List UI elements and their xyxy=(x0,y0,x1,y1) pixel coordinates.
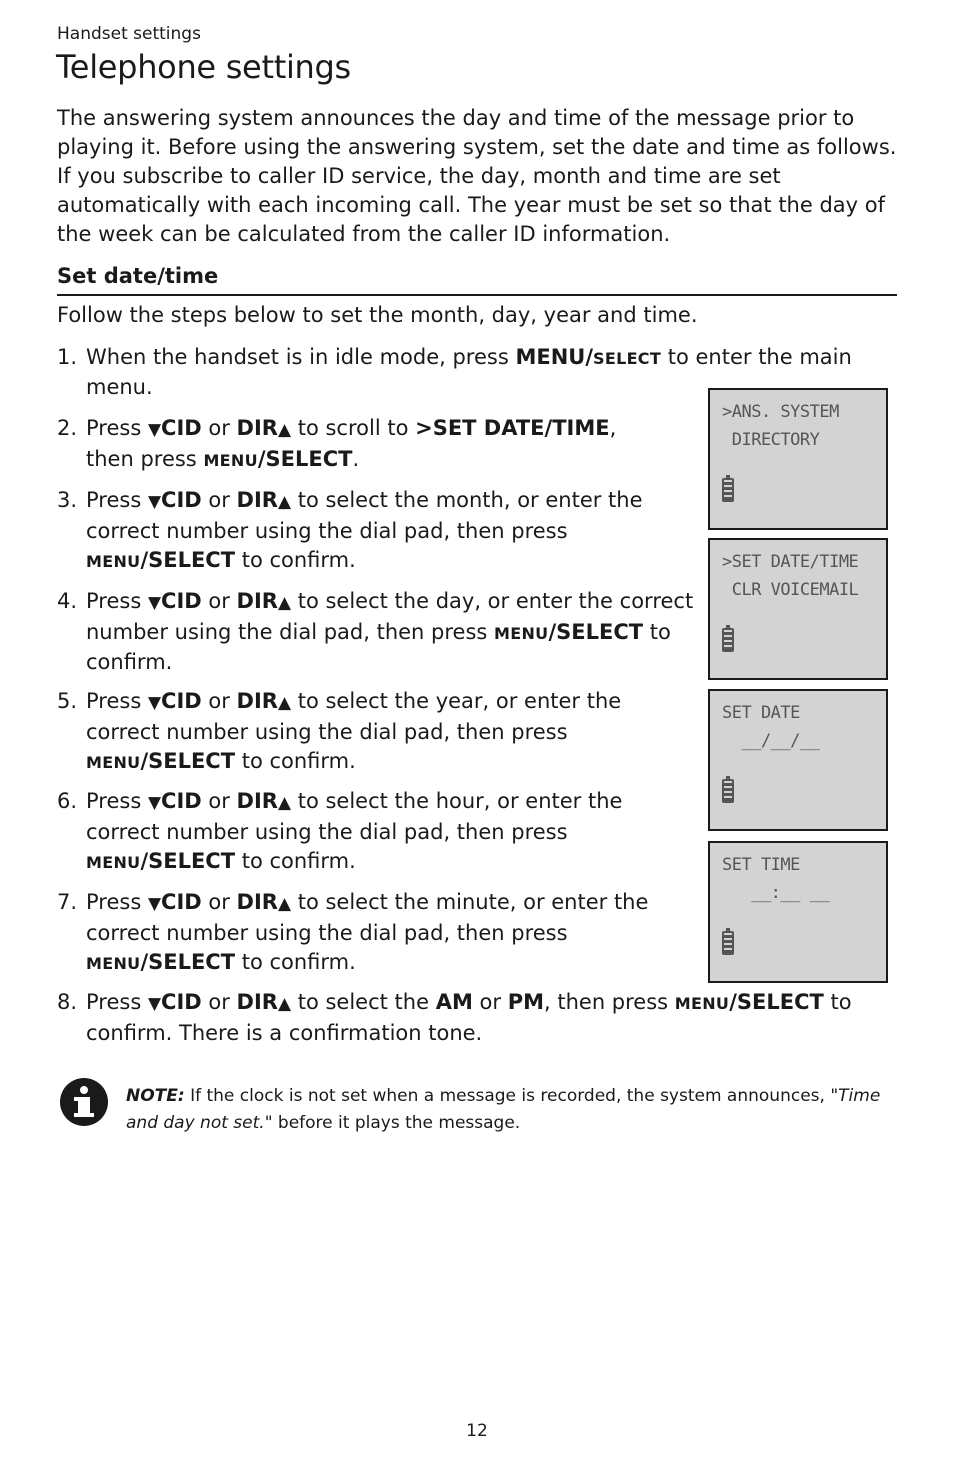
dir-key: DIR xyxy=(236,488,278,512)
cid-key: CID xyxy=(161,589,202,613)
down-arrow-icon: ▼ xyxy=(147,420,162,440)
step-2: 2. Press ▼CID or DIR▲ to scroll to >SET DATE/TIME, then press MENU/SELECT. xyxy=(57,416,617,471)
down-arrow-icon: ▼ xyxy=(147,693,162,713)
lcd-screen-main-menu xyxy=(708,388,888,530)
lcd-line-1: SET DATE xyxy=(722,703,800,723)
lcd-line-2: __:__ __ xyxy=(722,883,830,903)
step-1: 1. When the handset is in idle mode, press MENU/SELECT to enter the main menu. xyxy=(57,345,852,399)
dir-key: DIR xyxy=(236,990,278,1014)
lcd-line-2: __/__/__ xyxy=(722,731,820,751)
down-arrow-icon: ▼ xyxy=(147,492,162,512)
dir-key: DIR xyxy=(236,416,278,440)
menu-select-key: MENU/ xyxy=(515,345,594,369)
note-quote: "Time and day not set." xyxy=(126,1086,881,1133)
cid-key: CID xyxy=(161,416,202,440)
select-key: /SELECT xyxy=(140,849,236,873)
up-arrow-icon: ▲ xyxy=(277,894,292,914)
dir-key: DIR xyxy=(236,789,278,813)
info-icon xyxy=(60,1078,108,1126)
menu-key: MENU xyxy=(494,624,549,643)
down-arrow-icon: ▼ xyxy=(147,994,162,1014)
section-lead: Follow the steps below to set the month, day, year and time. xyxy=(57,303,698,327)
select-key: /SELECT xyxy=(729,990,824,1014)
step-3: 3. Press ▼CID or DIR▲ to select the month, or enter the correct number using the dial pad, then press MENU/SELECT to confirm. xyxy=(57,488,643,572)
cid-key: CID xyxy=(161,789,202,813)
page-number: 12 xyxy=(466,1421,488,1441)
lcd-screen-set-time xyxy=(708,841,888,983)
cid-key: CID xyxy=(161,488,202,512)
lcd-line-1: >SET DATE/TIME xyxy=(722,552,859,572)
section-label: Handset settings xyxy=(57,24,201,44)
select-key: SELECT xyxy=(593,349,662,368)
dir-key: DIR xyxy=(236,589,278,613)
select-key: /SELECT xyxy=(257,447,353,471)
set-date-time-option: >SET DATE/TIME xyxy=(415,416,610,440)
lcd-line-2: DIRECTORY xyxy=(722,430,820,450)
lcd-line-2: CLR VOICEMAIL xyxy=(722,580,859,600)
battery-icon xyxy=(722,478,734,502)
step-4: 4. Press ▼CID or DIR▲ to select the day, or enter the correct number using the dial pad, then press MENU/SELECT to confirm. xyxy=(57,589,694,674)
up-arrow-icon: ▲ xyxy=(277,420,292,440)
battery-icon xyxy=(722,779,734,803)
up-arrow-icon: ▲ xyxy=(277,994,292,1014)
section-heading: Set date/time xyxy=(57,263,897,296)
cid-key: CID xyxy=(161,890,202,914)
lcd-line-1: SET TIME xyxy=(722,855,800,875)
step-number: 1. xyxy=(57,345,78,369)
up-arrow-icon: ▲ xyxy=(277,693,292,713)
up-arrow-icon: ▲ xyxy=(277,793,292,813)
dir-key: DIR xyxy=(236,890,278,914)
up-arrow-icon: ▲ xyxy=(277,492,292,512)
menu-key: MENU xyxy=(86,753,141,772)
intro-paragraph: The answering system announces the day and time of the message prior to playing it. Before using the answering system, set the date and time as follows. If you subscribe to caller ID service, the day, month and time are set automatically with each incoming call. The year must be set so that the day of the week can be calculated from the caller ID information. xyxy=(57,106,897,246)
select-key: /SELECT xyxy=(548,620,644,644)
am-option: AM xyxy=(435,990,473,1014)
lcd-screen-set-date xyxy=(708,689,888,831)
menu-key: MENU xyxy=(203,451,258,470)
step-6: 6. Press ▼CID or DIR▲ to select the hour, or enter the correct number using the dial pad, then press MENU/SELECT to confirm. xyxy=(57,789,623,873)
cid-key: CID xyxy=(161,990,202,1014)
pm-option: PM xyxy=(507,990,544,1014)
menu-key: MENU xyxy=(86,853,141,872)
note-text: NOTE: If the clock is not set when a message is recorded, the system announces, "Time and day not set." before it plays the message. xyxy=(126,1086,881,1133)
cid-key: CID xyxy=(161,689,202,713)
battery-icon xyxy=(722,931,734,955)
step-8: 8. Press ▼CID or DIR▲ to select the AM or PM, then press MENU/SELECT to confirm. There is a confirmation tone. xyxy=(57,990,852,1045)
dir-key: DIR xyxy=(236,689,278,713)
menu-key: MENU xyxy=(674,994,730,1013)
step-7: 7. Press ▼CID or DIR▲ to select the minute, or enter the correct number using the dial pad, then press MENU/SELECT to confirm. xyxy=(57,890,649,974)
select-key: /SELECT xyxy=(140,548,236,572)
page-title: Telephone settings xyxy=(56,48,351,86)
down-arrow-icon: ▼ xyxy=(147,894,162,914)
select-key: /SELECT xyxy=(140,749,236,773)
menu-key: MENU xyxy=(86,954,141,973)
note-label: NOTE: xyxy=(126,1086,185,1106)
up-arrow-icon: ▲ xyxy=(277,593,292,613)
select-key: /SELECT xyxy=(140,950,236,974)
menu-key: MENU xyxy=(86,552,141,571)
battery-icon xyxy=(722,628,734,652)
step-5: 5. Press ▼CID or DIR▲ to select the year, or enter the correct number using the dial pad, then press MENU/SELECT to confirm. xyxy=(57,689,622,773)
down-arrow-icon: ▼ xyxy=(147,793,162,813)
down-arrow-icon: ▼ xyxy=(147,593,162,613)
lcd-line-1: >ANS. SYSTEM xyxy=(722,402,839,422)
lcd-screen-set-date-time xyxy=(708,538,888,680)
